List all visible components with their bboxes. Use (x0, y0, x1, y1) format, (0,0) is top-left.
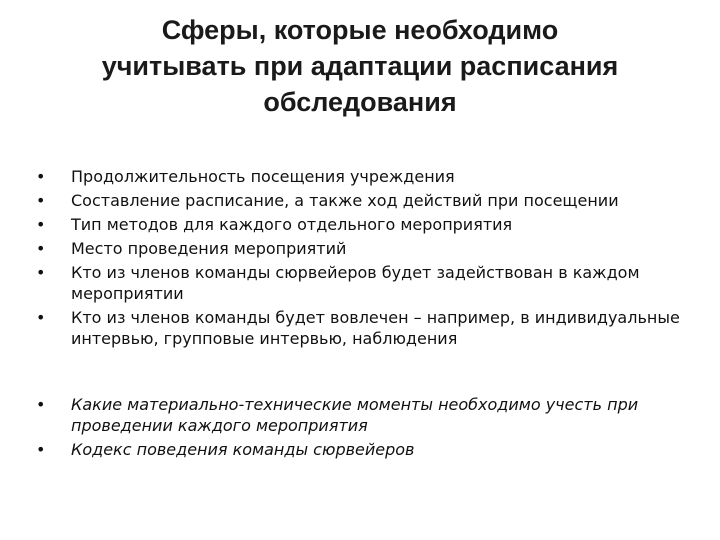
list-item (30, 214, 695, 235)
bullet-list-secondary (30, 394, 695, 463)
list-item-text: Кто из членов команды будет вовлечен – например, в индивидуальные интервью, групповые интервью, наблюдения (71, 308, 680, 348)
list-item-text: Какие материально-технические моменты необходимо учесть при проведении каждого мероприятия (71, 395, 639, 435)
list-item-text: Тип методов для каждого отдельного мероприятия (71, 215, 513, 234)
list-item (30, 394, 695, 436)
bullet-icon: • (36, 239, 46, 258)
list-item (30, 439, 695, 460)
list-item-text: Кто из членов команды сюрвейеров будет задействован в каждом мероприятии (71, 263, 640, 303)
slide-title: Сферы, которые необходимо учитывать при адаптации расписания обследования (101, 15, 619, 117)
list-item (30, 190, 695, 211)
list-item-text: Составление расписание, а также ход действий при посещении (71, 191, 619, 210)
bullet-icon: • (36, 263, 46, 282)
bullet-icon: • (36, 191, 46, 210)
list-item-text: Место проведения мероприятий (71, 239, 347, 258)
bullet-icon: • (36, 308, 46, 327)
list-item (30, 307, 695, 349)
list-item (30, 262, 695, 304)
bullet-icon: • (36, 215, 46, 234)
bullet-icon: • (36, 167, 46, 186)
list-item-text: Продолжительность посещения учреждения (71, 167, 455, 186)
list-item (30, 166, 695, 187)
bullet-icon: • (36, 440, 46, 459)
list-item (30, 238, 695, 259)
bullet-icon: • (36, 395, 46, 414)
bullet-list-primary (30, 166, 695, 352)
list-item-text: Кодекс поведения команды сюрвейеров (71, 440, 415, 459)
